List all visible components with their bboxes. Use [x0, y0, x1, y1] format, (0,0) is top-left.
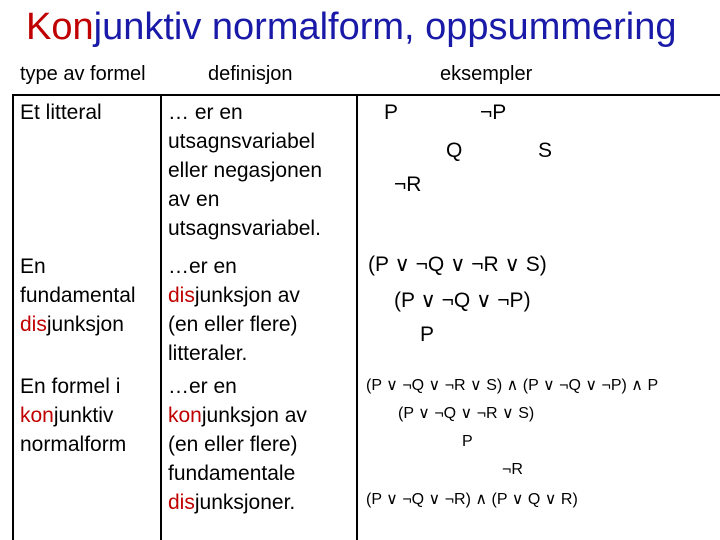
row2-def-rest: junksjon av [194, 284, 300, 307]
row2-type-rest: junksjon [46, 313, 124, 336]
row3-def-line: fundamentale [168, 462, 296, 485]
row3-example: (P ∨ ¬Q ∨ ¬R ∨ S) [398, 405, 535, 422]
row3-type-line [20, 401, 126, 430]
red-prefix: dis [168, 491, 195, 514]
row3-type-line: normalform [20, 433, 127, 456]
row2-example: P [420, 323, 435, 346]
row1-def-line: … er en [168, 101, 243, 124]
row1-example: Q [446, 139, 463, 162]
row2-example: (P ∨ ¬Q ∨ ¬R ∨ S) [368, 253, 547, 276]
table-col-divider-1 [160, 94, 162, 540]
row2-def-line: litteraler. [168, 342, 248, 365]
row3-def-rest: junksjon av [201, 404, 307, 427]
row2-type [20, 252, 136, 339]
row3-def-line [168, 488, 307, 517]
table-top-rule [12, 94, 720, 96]
row3-type-rest: junktiv [53, 404, 114, 427]
row3-def-line [168, 401, 307, 430]
row3-def-rest: junksjoner. [194, 491, 296, 514]
row2-example: (P ∨ ¬Q ∨ ¬P) [394, 289, 531, 312]
table-left-rule [12, 94, 14, 540]
row3-example: (P ∨ ¬Q ∨ ¬R ∨ S) ∧ (P ∨ ¬Q ∨ ¬P) ∧ P [366, 377, 659, 394]
row1-def-line: av en [168, 188, 220, 211]
red-prefix: kon [20, 404, 54, 427]
row3-definition [168, 372, 307, 517]
row2-def-line [168, 281, 300, 310]
row3-example: ¬R [502, 461, 523, 478]
red-prefix: dis [20, 313, 47, 336]
header-type: type av formel [20, 63, 146, 85]
row2-type-line [20, 310, 136, 339]
row3-def-line: …er en [168, 375, 237, 398]
row3-example: (P ∨ ¬Q ∨ ¬R) ∧ (P ∨ Q ∨ R) [366, 491, 578, 508]
row2-definition [168, 252, 300, 368]
title-red-part: Kon [26, 6, 94, 48]
row1-def-line: utsagnsvariabel. [168, 217, 321, 240]
row1-example: ¬R [394, 173, 422, 196]
row3-type [20, 372, 126, 459]
row2-type-line: En [20, 255, 46, 278]
row3-type-line: En formel i [20, 375, 121, 398]
row1-type: Et litteral [20, 101, 102, 124]
row2-def-line: (en eller flere) [168, 313, 298, 336]
row1-example: S [538, 139, 553, 162]
title-rest: junktiv normalform, oppsummering [93, 6, 677, 48]
page-title [26, 4, 677, 50]
row1-def-line: utsagnsvariabel [168, 130, 316, 153]
table-col-divider-2 [356, 94, 358, 540]
row1-example: ¬P [480, 101, 507, 124]
row3-def-line: (en eller flere) [168, 433, 298, 456]
header-definition: definisjon [208, 63, 293, 85]
red-prefix: dis [168, 284, 195, 307]
header-examples: eksempler [440, 63, 533, 85]
row2-type-line: fundamental [20, 284, 136, 307]
row1-definition [168, 98, 322, 243]
row1-def-line: eller negasjonen [168, 159, 323, 182]
red-prefix: kon [168, 404, 202, 427]
row2-def-line: …er en [168, 255, 237, 278]
row3-example: P [462, 433, 473, 450]
row1-example: P [384, 101, 399, 124]
